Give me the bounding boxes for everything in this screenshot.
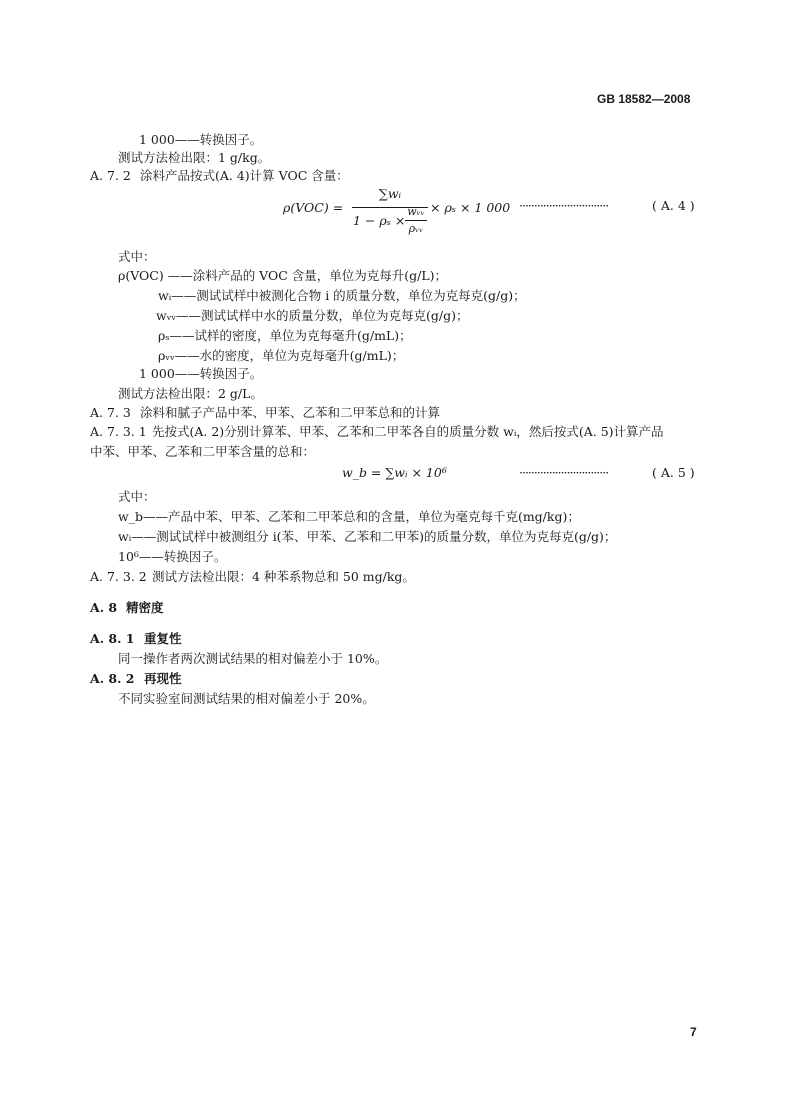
section-number: A. 8. 2 bbox=[90, 671, 135, 686]
section-text: 测试方法检出限：4 种苯系物总和 50 mg/kg。 bbox=[152, 569, 415, 584]
section-number: A. 7. 3 bbox=[90, 405, 131, 420]
section-number: A. 7. 2 bbox=[90, 168, 131, 183]
section-number: A. 8 bbox=[90, 600, 118, 615]
section-heading: 再现性 bbox=[144, 671, 182, 686]
formula-label: ( A. 4 ) bbox=[652, 198, 695, 213]
text-line: 式中： bbox=[118, 489, 156, 504]
text-line: 测试方法检出限：2 g/L。 bbox=[118, 386, 263, 401]
section-text: 先按式(A. 2)分别计算苯、甲苯、乙苯和二甲苯各自的质量分数 wᵢ，然后按式(A. 5)计算产品 bbox=[152, 424, 664, 439]
section-text: 涂料和腻子产品中苯、甲苯、乙苯和二甲苯总和的计算 bbox=[140, 405, 441, 420]
text-line: 测试方法检出限：1 g/kg。 bbox=[118, 150, 271, 165]
formula-lhs: ρ(VOC) = bbox=[283, 200, 344, 215]
section-text: 中苯、甲苯、乙苯和二甲苯含量的总和： bbox=[90, 444, 316, 459]
section-text: 涂料产品按式(A. 4)计算 VOC 含量： bbox=[140, 168, 349, 183]
definition-line: 1 000——转换因子。 bbox=[139, 366, 263, 381]
formula-denominator: 1 − ρₛ × bbox=[353, 213, 406, 228]
section-heading: 重复性 bbox=[144, 631, 182, 646]
formula-body: w_b = ∑wᵢ × 10⁶ bbox=[342, 465, 447, 480]
page-number: 7 bbox=[690, 1025, 697, 1039]
formula-leader-dots: ······························ bbox=[519, 198, 609, 213]
formula-sub-numerator: wᵥᵥ bbox=[407, 205, 425, 218]
section-number: A. 7. 3. 2 bbox=[90, 569, 147, 584]
text-line: 式中： bbox=[118, 249, 156, 264]
definition-line: wᵥᵥ——测试试样中水的质量分数，单位为克每克(g/g)； bbox=[156, 308, 469, 323]
definition-line: ρ(VOC) ——涂料产品的 VOC 含量，单位为克每升(g/L)； bbox=[118, 268, 448, 283]
body-line: 不同实验室间测试结果的相对偏差小于 20%。 bbox=[118, 691, 375, 706]
definition-line: 10⁶——转换因子。 bbox=[118, 549, 227, 564]
formula-label: ( A. 5 ) bbox=[652, 465, 695, 480]
text-line: 1 000——转换因子。 bbox=[139, 132, 263, 147]
definition-line: w_b——产品中苯、甲苯、乙苯和二甲苯总和的含量，单位为毫克每千克(mg/kg)； bbox=[118, 509, 580, 524]
body-line: 同一操作者两次测试结果的相对偏差小于 10%。 bbox=[118, 651, 388, 666]
definition-line: wᵢ——测试试样中被测组分 i(苯、甲苯、乙苯和二甲苯)的质量分数，单位为克每克(g/g)； bbox=[118, 529, 617, 544]
formula-numerator: ∑wᵢ bbox=[378, 186, 402, 201]
definition-line: ρₛ——试样的密度，单位为克每毫升(g/mL)； bbox=[158, 328, 412, 343]
formula-leader-dots: ······························ bbox=[519, 465, 609, 480]
definition-line: ρᵥᵥ——水的密度，单位为克每毫升(g/mL)； bbox=[158, 348, 405, 363]
formula-sub-denominator: ρᵥᵥ bbox=[408, 222, 424, 235]
formula-rhs: × ρₛ × 1 000 bbox=[430, 200, 511, 215]
sub-fraction-bar bbox=[405, 220, 427, 221]
section-number: A. 8. 1 bbox=[90, 631, 135, 646]
section-number: A. 7. 3. 1 bbox=[90, 424, 147, 439]
section-heading: 精密度 bbox=[126, 600, 164, 615]
standard-number: GB 18582—2008 bbox=[597, 92, 691, 106]
definition-line: wᵢ——测试试样中被测化合物 i 的质量分数，单位为克每克(g/g)； bbox=[158, 288, 526, 303]
